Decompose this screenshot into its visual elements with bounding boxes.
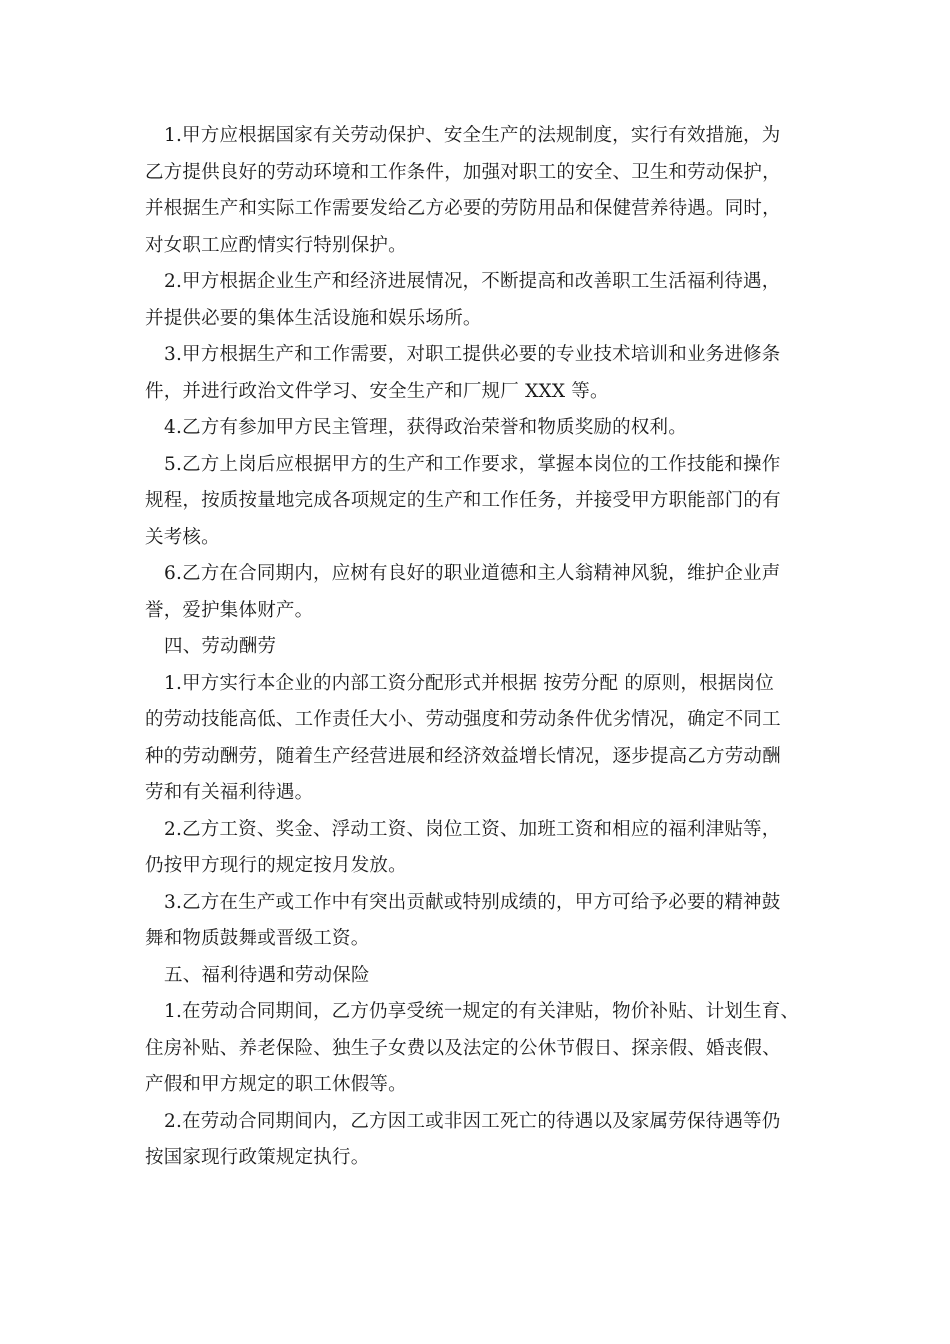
- text-line: 关考核。: [145, 526, 220, 548]
- text-line: 3.乙方在生产或工作中有突出贡献或特别成绩的，甲方可给予必要的精神鼓: [164, 891, 781, 913]
- text-line: 3.甲方根据生产和工作需要，对职工提供必要的专业技术培训和业务进修条: [164, 344, 781, 365]
- text-line: 并提供必要的集体生活设施和娱乐场所。: [145, 307, 482, 329]
- text-line: 并根据生产和实际工作需要发给乙方必要的劳防用品和保健营养待遇。同时，: [145, 198, 781, 219]
- document-body: [145, 118, 825, 1177]
- text-line: 2.乙方工资、奖金、浮动工资、岗位工资、加班工资和相应的福利津贴等，: [164, 818, 781, 840]
- section-heading: 五、福利待遇和劳动保险: [164, 964, 370, 986]
- text-line: 4.乙方有参加甲方民主管理，获得政治荣誉和物质奖励的权利。: [164, 417, 687, 438]
- text-line: 舞和物质鼓舞或晋级工资。: [145, 928, 370, 949]
- text-line: 的劳动技能高低、工作责任大小、劳动强度和劳动条件优劣情况，确定不同工: [145, 709, 781, 730]
- text-line: 种的劳动酬劳，随着生产经营进展和经济效益增长情况，逐步提高乙方劳动酬: [145, 745, 781, 767]
- text-line: 仍按甲方现行的规定按月发放。: [145, 855, 407, 876]
- section-heading: 四、劳动酬劳: [164, 636, 277, 657]
- text-line: 按国家现行政策规定执行。: [145, 1147, 370, 1168]
- text-line: 产假和甲方规定的职工休假等。: [145, 1074, 407, 1095]
- text-line: 1.甲方应根据国家有关劳动保护、安全生产的法规制度，实行有效措施，为: [164, 125, 781, 146]
- text-line: 劳和有关福利待遇。: [145, 782, 314, 803]
- text-line: 2.在劳动合同期间内，乙方因工或非因工死亡的待遇以及家属劳保待遇等仍: [164, 1110, 781, 1132]
- text-line: 住房补贴、养老保险、独生子女费以及法定的公休节假日、探亲假、婚丧假、: [145, 1037, 781, 1059]
- text-line: 誉，爱护集体财产。: [145, 599, 314, 621]
- text-line: 规程，按质按量地完成各项规定的生产和工作任务，并接受甲方职能部门的有: [145, 490, 781, 511]
- text-line: 对女职工应酌情实行特别保护。: [145, 234, 407, 256]
- text-line: 乙方提供良好的劳动环境和工作条件，加强对职工的安全、卫生和劳动保护，: [145, 161, 781, 183]
- text-line: 6.乙方在合同期内，应树有良好的职业道德和主人翁精神风貌，维护企业声: [164, 563, 781, 584]
- text-line: 5.乙方上岗后应根据甲方的生产和工作要求，掌握本岗位的工作技能和操作: [164, 453, 781, 475]
- text-line: 1.在劳动合同期间，乙方仍享受统一规定的有关津贴，物价补贴、计划生育、: [164, 1001, 800, 1022]
- text-line: 件，并进行政治文件学习、安全生产和厂规厂 XXX 等。: [145, 380, 609, 402]
- text-line: 1.甲方实行本企业的内部工资分配形式并根据 按劳分配 的原则，根据岗位: [164, 672, 774, 694]
- text-line: 2.甲方根据企业生产和经济进展情况，不断提高和改善职工生活福利待遇，: [164, 271, 781, 292]
